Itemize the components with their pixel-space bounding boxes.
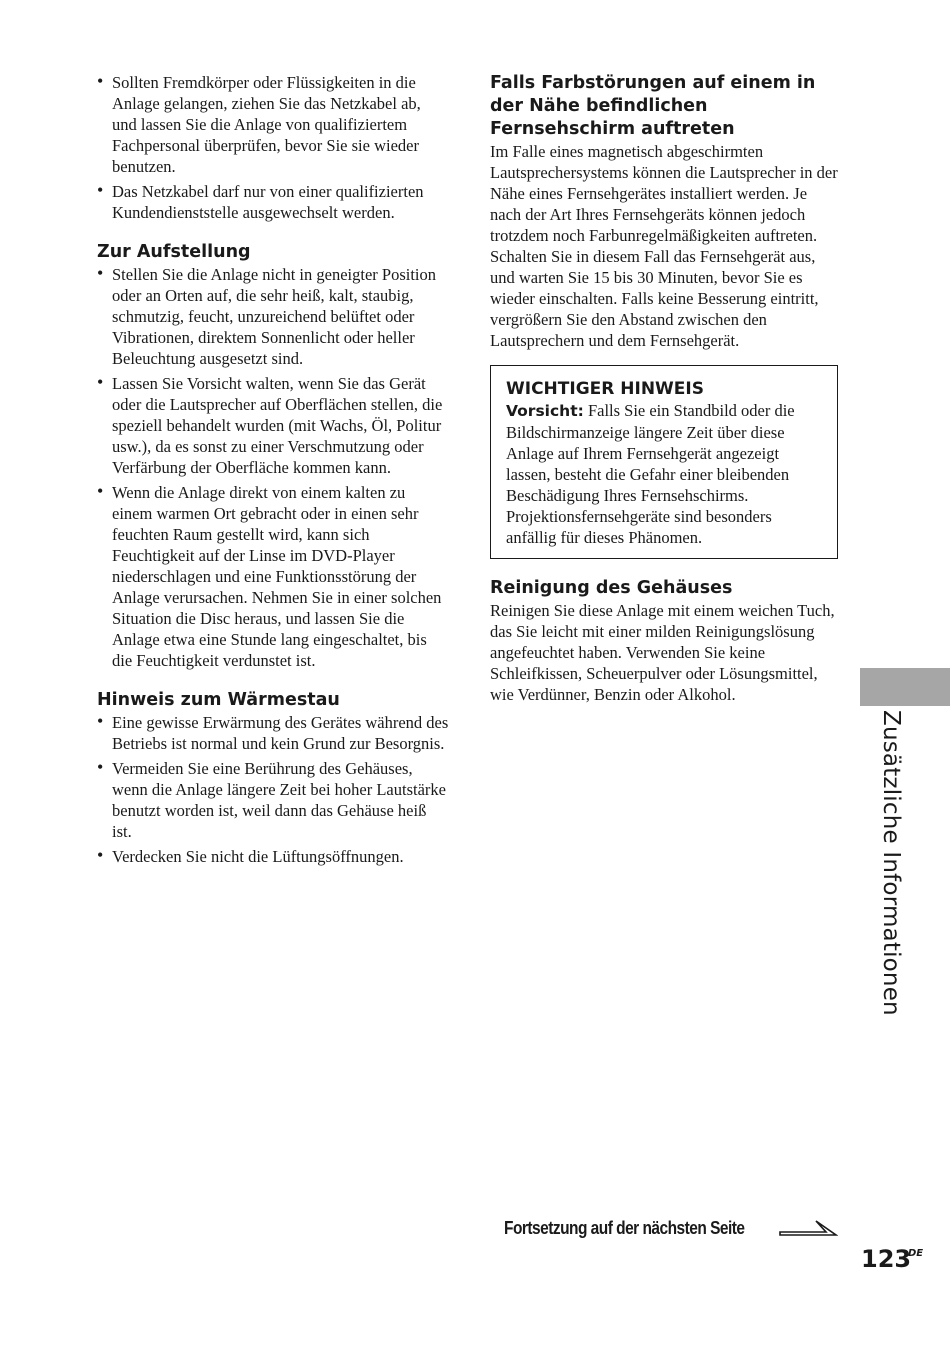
heat-bullet-list bbox=[97, 712, 449, 867]
left-column bbox=[97, 72, 449, 871]
notice-title: WICHTIGER HINWEIS bbox=[506, 379, 704, 399]
list-item: • Stellen Sie die Anlage nicht in geneigter Position oder an Orten auf, die sehr heiß, kalt, staubig, schmutzig, feucht, unzureichend belüftet oder Vibrationen, direktem Sonnenlicht oder heller Beleuchtung ausgesetzt sind. bbox=[97, 264, 449, 369]
list-item: • Sollten Fremdkörper oder Flüssigkeiten in die Anlage gelangen, ziehen Sie das Netzkabel ab, und lassen Sie die Anlage von qualifiziertem Fachpersonal überprüfen, bevor Sie sie wieder benutzen. bbox=[97, 72, 449, 177]
list-item: • Das Netzkabel darf nur von einer qualifizierten Kundendienststelle ausgewechselt werden. bbox=[97, 181, 449, 223]
section-heading-color: Falls Farbstörungen auf einem in der Nähe befindlichen Fernsehschirm auftreten bbox=[490, 73, 816, 139]
list-item: • Wenn die Anlage direkt von einem kalten zu einem warmen Ort gebracht oder in einen sehr feuchten Raum gestellt wird, kann sich Feuchtigkeit auf der Linse im DVD-Player niederschlagen und eine Funktionsstörung der Anlage verursachen. Nehmen Sie in einer solchen Situation die Disc heraus, und lassen Sie die Anlage etwa eine Stunde lang eingeschaltet, bis die Feuchtigkeit verdunstet ist. bbox=[97, 482, 449, 671]
page-number: 123 bbox=[861, 1245, 912, 1273]
section-heading-setup: Zur Aufstellung bbox=[97, 242, 251, 262]
page-language-suffix: DE bbox=[908, 1248, 924, 1259]
right-column bbox=[490, 72, 840, 705]
intro-bullet-list bbox=[97, 72, 449, 223]
section-heading-heat: Hinweis zum Wärmestau bbox=[97, 690, 340, 710]
list-item: • Vermeiden Sie eine Berührung des Gehäuses, wenn die Anlage längere Zeit bei hoher Lautstärke benutzt worden ist, weil dann das Gehäuse heiß ist. bbox=[97, 758, 449, 842]
right-arrow-icon bbox=[778, 1215, 838, 1237]
list-item: • Verdecken Sie nicht die Lüftungsöffnungen. bbox=[97, 846, 449, 867]
important-notice-box bbox=[490, 365, 838, 559]
color-paragraph: Im Falle eines magnetisch abgeschirmten Lautsprechersystems können die Lautsprecher in der Nähe eines Fernsehgerätes installiert werden. Je nach der Art Ihres Fernsehgeräts können jedoch trotzdem noch Farbunregelmäßigkeiten auftreten. Schalten Sie in diesem Fall das Fernsehgerät aus, und warten Sie 15 bis 30 Minuten, bevor Sie es wieder einschalten. Falls keine Besserung eintritt, vergrößern Sie den Abstand zwischen den Lautsprechern und dem Fernsehgerät. bbox=[490, 142, 838, 350]
continuation-note bbox=[504, 1214, 784, 1242]
list-item: • Lassen Sie Vorsicht walten, wenn Sie das Gerät oder die Lautsprecher auf Oberflächen stellen, die speziell behandelt wurden (mit Wachs, Öl, Politur usw.), da es sonst zu einer Verschmutzung oder Verfärbung der Oberfläche kommen kann. bbox=[97, 373, 449, 478]
cleaning-paragraph: Reinigen Sie diese Anlage mit einem weichen Tuch, das Sie leicht mit einer milden Reinigungslösung angefeuchtet haben. Verwenden Sie keine Schleifkissen, Scheuerpulver oder Lösungsmittel, wie Verdünner, Benzin oder Alkohol. bbox=[490, 601, 835, 704]
notice-text: Falls Sie ein Standbild oder die Bildschirmanzeige längere Zeit über diese Anlage auf Ihrem Fernsehgerät angezeigt lassen, besteht die Gefahr einer bleibenden Beschädigung Ihres Fernsehschirms. Projektionsfernsehgeräte sind besonders anfällig für dieses Phänomen. bbox=[506, 401, 795, 547]
notice-lead: Vorsicht: bbox=[506, 402, 584, 420]
section-tab-marker bbox=[860, 668, 950, 706]
section-side-label bbox=[856, 710, 916, 1016]
setup-bullet-list bbox=[97, 264, 449, 671]
section-heading-cleaning: Reinigung des Gehäuses bbox=[490, 578, 733, 598]
notice-paragraph bbox=[506, 400, 822, 548]
list-item: • Eine gewisse Erwärmung des Gerätes während des Betriebs ist normal und kein Grund zur Besorgnis. bbox=[97, 712, 449, 754]
continuation-text: Fortsetzung auf der nächsten Seite bbox=[504, 1217, 745, 1238]
side-label-text: Zusätzliche Informationen bbox=[878, 710, 904, 1016]
